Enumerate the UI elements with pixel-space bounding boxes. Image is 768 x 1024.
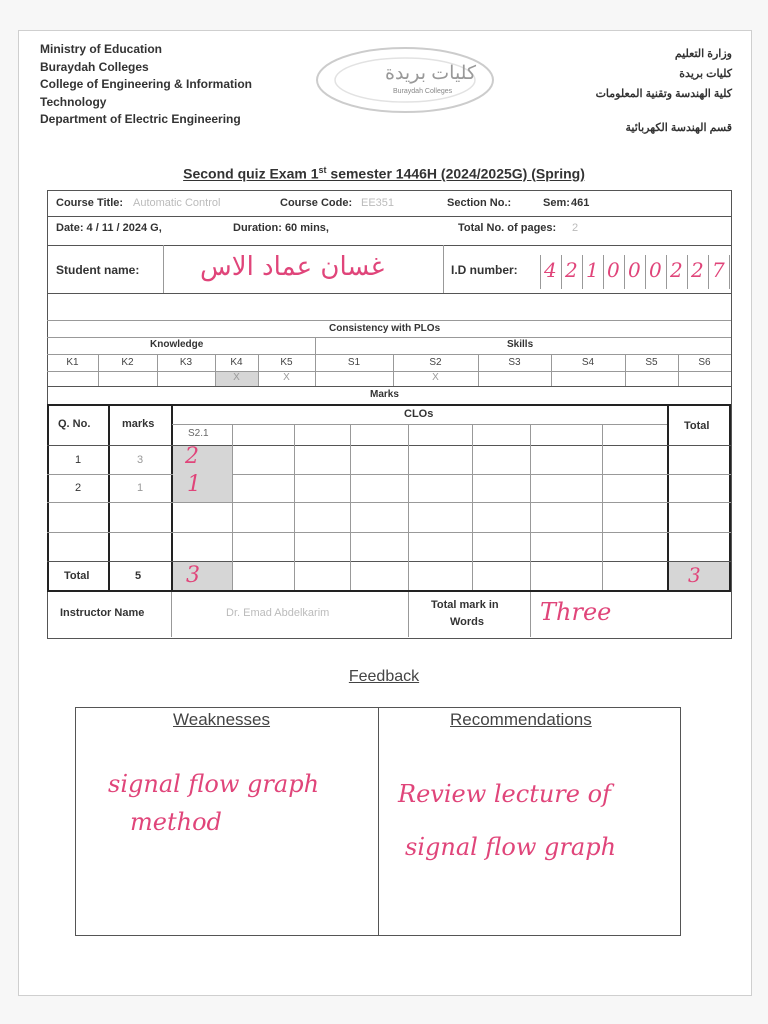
- pages-label: Total No. of pages:: [458, 222, 557, 234]
- plo-col-header: S3: [508, 357, 521, 368]
- id-digit: 0: [649, 258, 662, 282]
- instructor-name: Dr. Emad Abdelkarim: [226, 607, 330, 619]
- sem-value: 461: [571, 197, 590, 209]
- question-number: 2: [75, 482, 82, 494]
- total-col-header: Total: [684, 420, 710, 432]
- pages-value: 2: [572, 222, 579, 234]
- ministry-line: Ministry of Education: [40, 42, 163, 56]
- plo-col-header: K1: [66, 357, 79, 368]
- q-no-header: Q. No.: [58, 418, 91, 430]
- plo-col-header: K5: [280, 357, 293, 368]
- id-digit: 4: [544, 258, 557, 282]
- id-label: I.D number:: [451, 263, 518, 277]
- id-digit: 7: [712, 258, 725, 282]
- logo-arabic-text: كليات بريدة: [385, 63, 477, 84]
- knowledge-label: Knowledge: [150, 339, 204, 350]
- id-digit: 2: [691, 258, 704, 282]
- college-line-ar: كلية الهندسة وتقنية المعلومات: [595, 88, 732, 100]
- exam-date: Date: 4 / 11 / 2024 G,: [56, 222, 162, 234]
- student-name-handwritten: غسان عماد الاس: [200, 252, 385, 282]
- question-score: 1: [187, 472, 201, 497]
- question-score: 2: [185, 444, 199, 469]
- weakness-text-line-1: signal flow graph: [108, 770, 320, 798]
- plo-col-header: K2: [121, 357, 134, 368]
- marks-title: Marks: [370, 389, 399, 400]
- plo-mark: X: [233, 372, 240, 383]
- department-line: Department of Electric Engineering: [40, 112, 241, 126]
- plo-mark: X: [283, 372, 290, 383]
- plo-col-header: S5: [645, 357, 658, 368]
- id-digit: 2: [565, 258, 578, 282]
- header-english: [40, 41, 252, 129]
- plo-col-header: S6: [698, 357, 711, 368]
- grand-total: 3: [688, 563, 701, 587]
- college-line-cont: Technology: [40, 94, 107, 109]
- weakness-text-line-2: method: [130, 808, 222, 836]
- recommendations-header: Recommendations: [450, 710, 592, 729]
- id-digit: 0: [607, 258, 620, 282]
- plo-col-header: S4: [581, 357, 595, 368]
- weaknesses-header: Weaknesses: [173, 710, 271, 729]
- total-in-words: Three: [540, 598, 612, 626]
- department-line-ar: قسم الهندسة الكهربائية: [625, 122, 732, 134]
- logo-english-text: Buraydah Colleges: [393, 88, 453, 95]
- plos-title: Consistency with PLOs: [329, 323, 441, 334]
- total-score: 3: [186, 563, 200, 588]
- plo-col-header: S1: [347, 357, 361, 368]
- marks-header: marks: [122, 418, 155, 430]
- recommendation-text-line-1: Review lecture of: [398, 780, 611, 808]
- course-title-label: Course Title:: [56, 197, 124, 209]
- exam-duration: Duration: 60 mins,: [233, 222, 329, 234]
- course-code-label: Course Code:: [280, 197, 353, 209]
- plo-mark: X: [432, 372, 439, 383]
- skills-label: Skills: [507, 339, 534, 350]
- colleges-line: Buraydah Colleges: [40, 59, 149, 74]
- clos-header: CLOs: [404, 408, 434, 420]
- college-line: College of Engineering & Information: [40, 77, 253, 91]
- question-marks: 1: [137, 482, 144, 494]
- id-digit: 0: [628, 258, 641, 282]
- total-words-label-2: Words: [450, 616, 485, 628]
- feedback-title: Feedback: [348, 668, 420, 685]
- course-code-value: EE351: [361, 197, 395, 209]
- id-digit: 2: [670, 258, 683, 282]
- question-number: 1: [75, 454, 82, 466]
- total-marks: 5: [135, 570, 142, 582]
- plo-col-header: K4: [230, 357, 243, 368]
- clo-s21-header: S2.1: [188, 428, 209, 439]
- header-arabic: [596, 44, 732, 138]
- section-label: Section No.:: [447, 197, 512, 209]
- sem-label: Sem:: [543, 197, 570, 209]
- exam-title: Second quiz Exam 1st semester 1446H (2024/2025G) (Spring): [183, 165, 585, 182]
- plo-col-header: K3: [179, 357, 193, 368]
- total-row-label: Total: [64, 570, 90, 582]
- course-title-value: Automatic Control: [133, 197, 221, 209]
- question-marks: 3: [137, 454, 144, 466]
- id-digit: 1: [586, 258, 599, 282]
- recommendation-text-line-2: signal flow graph: [405, 833, 617, 861]
- colleges-line-ar: كليات بريدة: [679, 68, 732, 80]
- ministry-line-ar: وزارة التعليم: [674, 48, 732, 60]
- instructor-label: Instructor Name: [60, 607, 145, 619]
- student-name-label: Student name:: [56, 263, 140, 277]
- plo-col-header: S2: [429, 357, 442, 368]
- total-words-label: Total mark in: [431, 599, 499, 611]
